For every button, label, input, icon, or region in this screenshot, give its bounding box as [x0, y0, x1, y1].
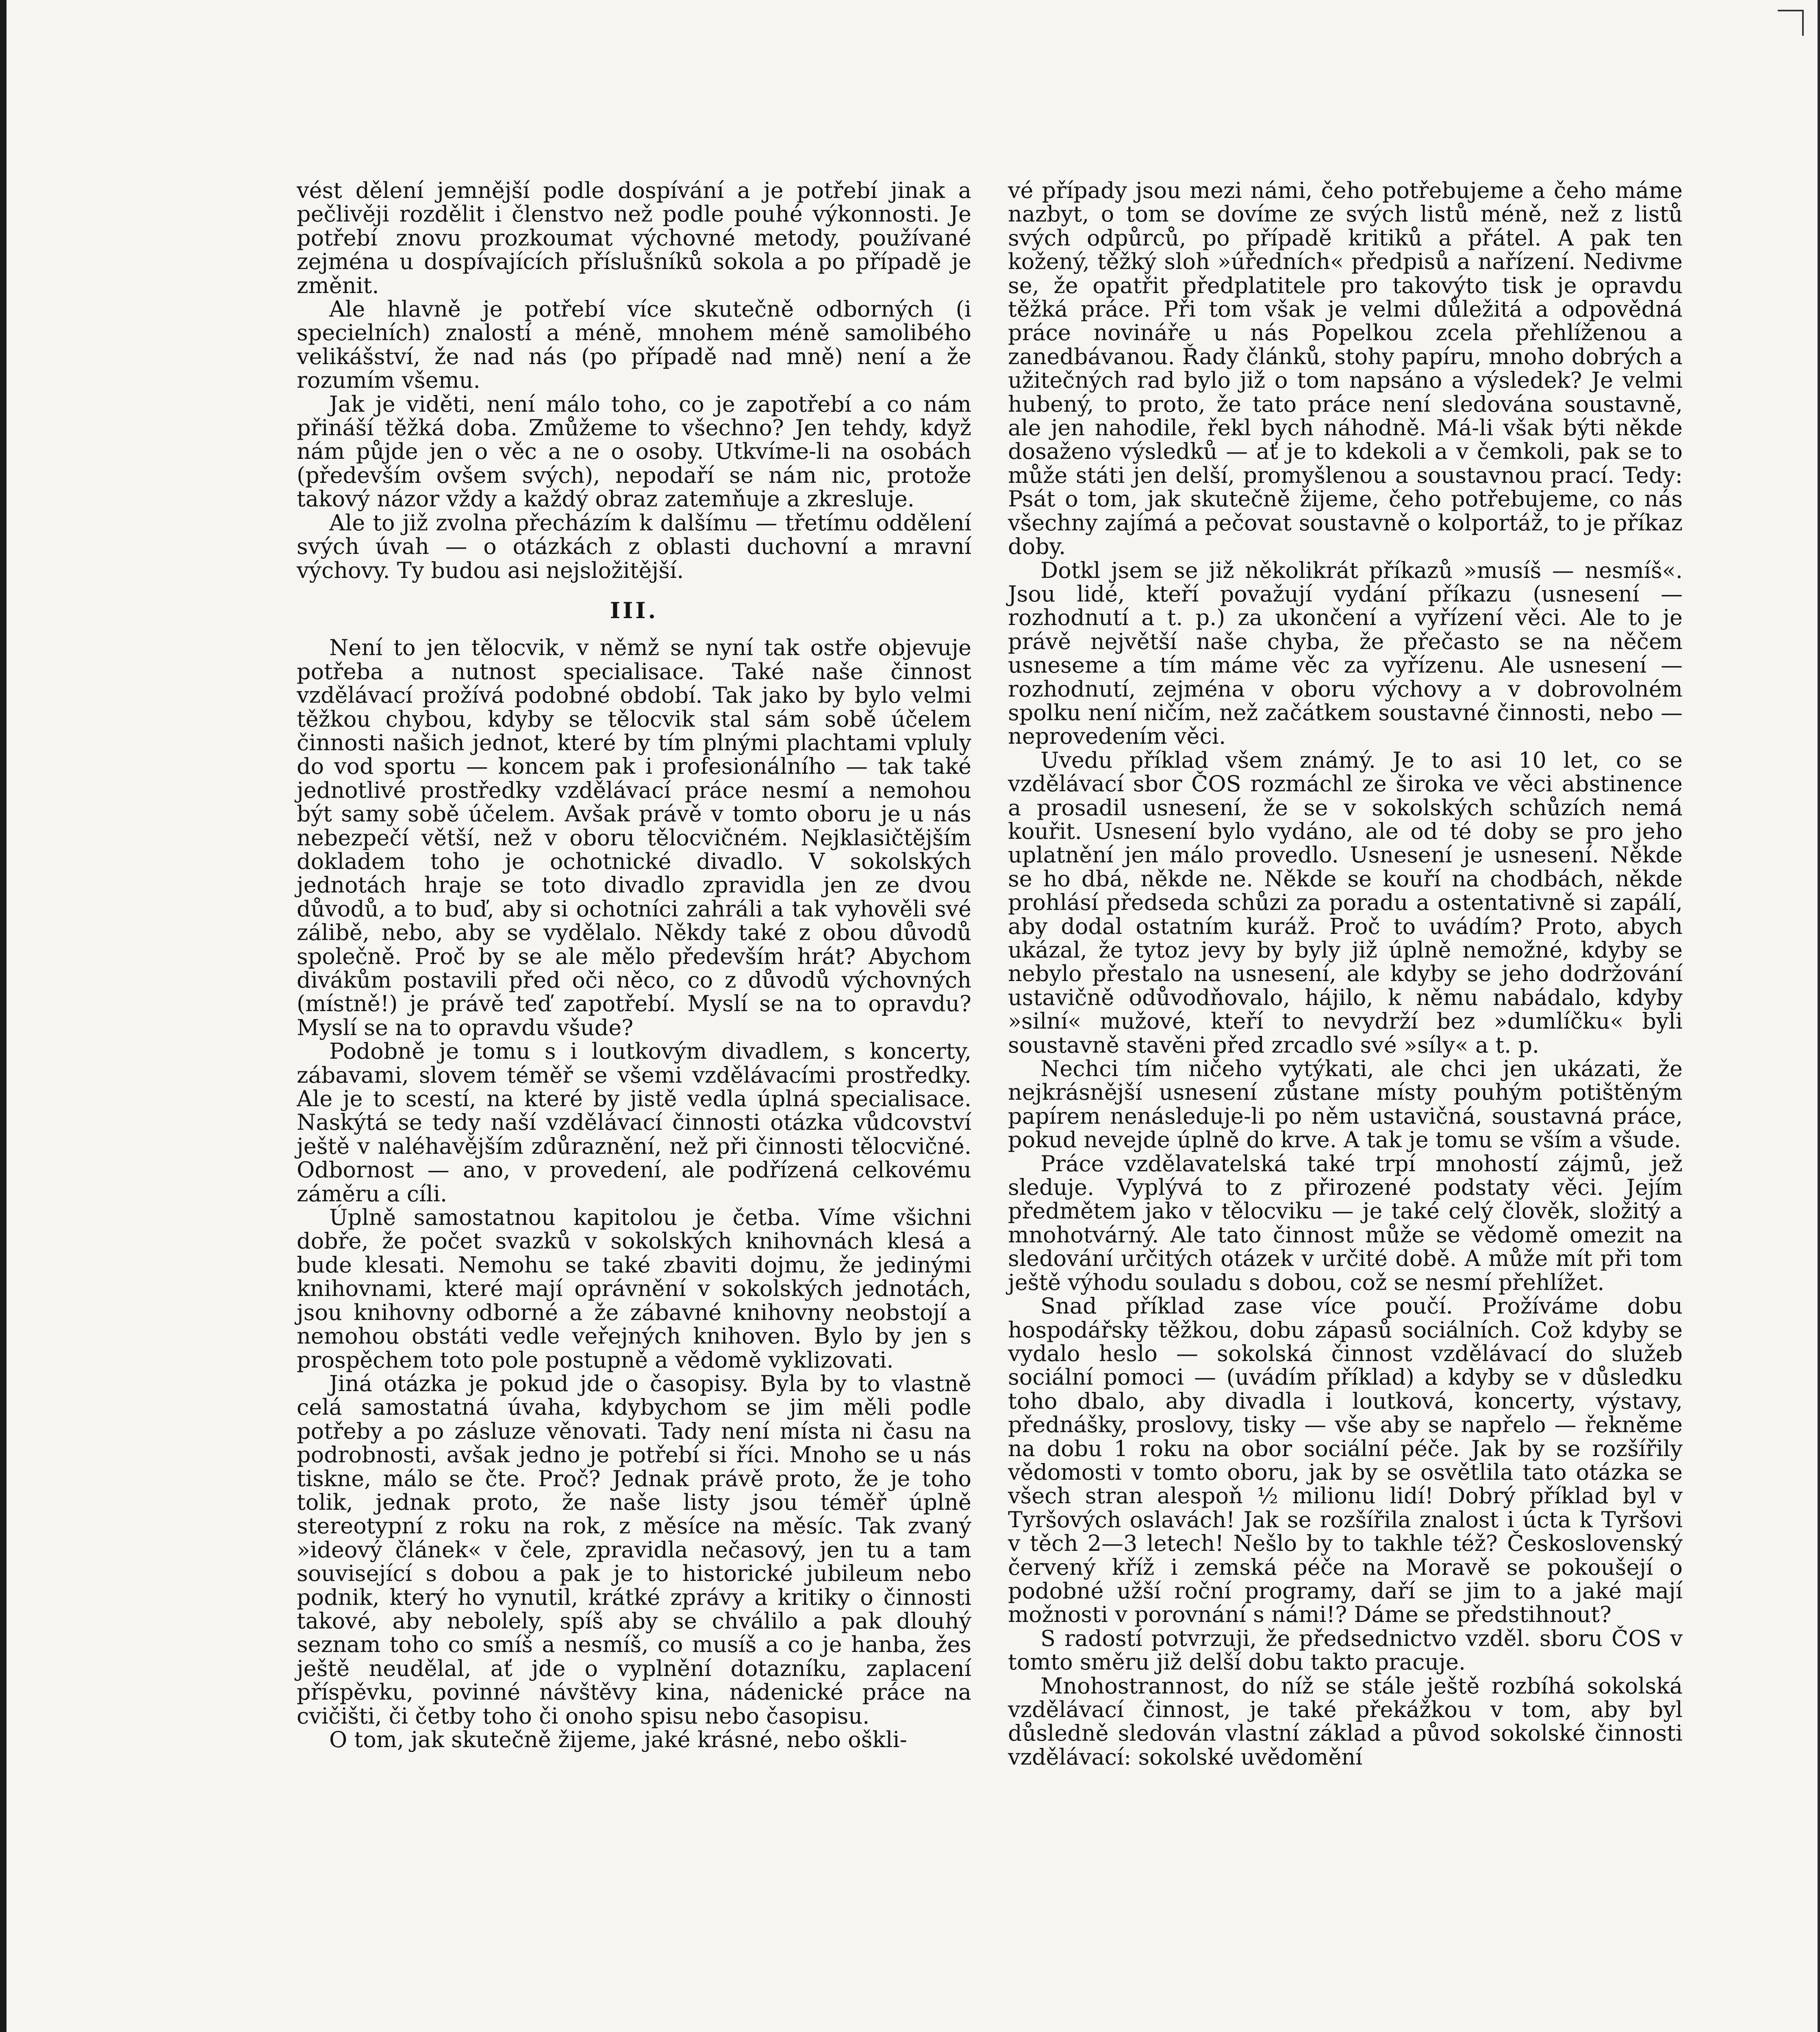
paragraph: O tom, jak skutečně žijeme, jaké krásné, nebo oškli- — [329, 1727, 907, 1752]
paragraph: vé případy jsou mezi námi, čeho potřebujeme a čeho máme nazbyt, o tom se dovíme ze svých listů méně, než z listů svých odpůrců, po případě kritiků a přátel. A pak ten kožený, těžký sloh »úředních« předpisů a nařízení. Nedivme se, že opatřit předplatitele pro takovýto tisk je opravdu těžká práce. Při tom však je velmi důležitá a odpovědná práce novináře u nás Popelkou zcela přehlíženou a zanedbávanou. Řady článků, stohy papíru, mnoho dobrých a užitečných rad bylo již o tom napsáno a výsledek? Je velmi hubený, to proto, že tato práce není sledována soustavně, ale jen nahodile, řekl bych náhodně. Má-li však býti někde dosaženo výsledků — ať je to kdekoli a v čemkoli, pak se to může státi jen delší, promyšlenou a soustavnou prací. Tedy: Psát o tom, jak skutečně žijeme, čeho potřebujeme, co nás všechny zajímá a pečovat soustavně o kolportáž, to je příkaz doby. — [1008, 178, 1683, 560]
paragraph: Snad příklad zase více poučí. Prožíváme dobu hospodářsky těžkou, dobu zápasů sociálních. Což kdyby se vydalo heslo — sokolská činnost vzdělávací do služeb sociální pomoci — (uvádím příklad) a kdyby se v důsledku toho dbalo, aby divadla i loutková, koncerty, výstavy, přednášky, proslovy, tisky — vše aby se napřelo — řekněme na dobu 1 roku na obor sociální péče. Jak by se rozšířily vědomosti v tomto oboru, jak by se osvětlila tato otázka se všech stran alespoň ½ milionu lidí! Dobrý příklad byl v Tyršových oslavách! Jak se rozšířila znalost i úcta k Tyršovi v těch 2—3 letech! Nešlo by to takhle též? Československý červený kříž i zemská péče na Moravě se pokoušejí o podobné užší roční programy, daří se jim to a jaké mají možnosti v porovnání s námi!? Dáme se předstihnout? — [1008, 1293, 1683, 1628]
crop-mark — [1778, 10, 1804, 36]
paragraph: S radostí potvrzuji, že předsednictvo vzděl. sboru ČOS v tomto směru již delší dobu takto pracuje. — [1008, 1625, 1683, 1675]
paragraph: Dotkl jsem se již několikrát příkazů »musíš — nesmíš«. Jsou lidé, kteří považují vydání příkazu (usnesení — rozhodnutí a t. p.) za ukončení a vyřízení věci. Ale to je právě největší naše chyba, že přečasto se na něčem usneseme a tím máme věc za vyřízenu. Ale usnesení — rozhodnutí, zejména v oboru výchovy a v dobrovolném spolku není ničím, než začátkem soustavné činnosti, nebo — neprovedením věci. — [1008, 557, 1683, 749]
paragraph: Ale to již zvolna přecházím k dalšímu — třetímu oddělení svých úvah — o otázkách z oblasti duchovní a mravní výchovy. Ty budou asi nejsložitější. — [297, 510, 971, 583]
left-column — [297, 179, 971, 1752]
paragraph: Ale hlavně je potřebí více skutečně odborných (i specielních) znalostí a méně, mnohem méně samolibého velikášství, že nad nás (po případě nad mně) není a že rozumím všemu. — [297, 296, 971, 393]
paragraph: Nechci tím ničeho vytýkati, ale chci jen ukázati, že nejkrásnější usnesení zůstane místy pouhým potištěným papírem nenásleduje-li po něm ustavičná, soustavná práce, pokud nevejde úplně do krve. A tak je tomu se vším a všude. — [1008, 1056, 1683, 1153]
paragraph: Práce vzdělavatelská také trpí mnohostí zájmů, jež sleduje. Vyplývá to z přirozené podstaty věci. Jejím předmětem jako v tělocviku — je také celý člověk, složitý a mnohotvárný. Ale tato činnost může se vědomě omezit na sledování určitých otázek v určité době. A může mít při tom ještě výhodu souladu s dobou, což se nesmí přehlížet. — [1008, 1151, 1683, 1295]
paragraph: Úplně samostatnou kapitolou je četba. Víme všichni dobře, že počet svazků v sokolských knihovnách klesá a bude klesati. Nemohu se také zbaviti dojmu, že jedinými knihovnami, které mají oprávnění v sokolských jednotách, jsou knihovny odborné a že zábavné knihovny neobstojí a nemohou obstáti vedle veřejných knihoven. Bylo by jen s prospěchem toto pole postupně a vědomě vyklizovati. — [297, 1205, 971, 1373]
paragraph: Není to jen tělocvik, v němž se nyní tak ostře objevuje potřeba a nutnost specialisace. Také naše činnost vzdělávací prožívá podobné období. Tak jako by bylo velmi těžkou chybou, kdyby se tělocvik stal sám sobě účelem činnosti našich jednot, které by tím plnými plachtami vpluly do vod sportu — koncem pak i profesionálního — tak také jednotlivé prostředky vzdělávací práce nesmí a nemohou být samy sobě účelem. Avšak právě v tomto oboru je u nás nebezpečí větší, než v oboru tělocvičném. Nejklasičtějším dokladem toho je ochotnické divadlo. V sokolských jednotách hraje se toto divadlo zpravidla jen ze dvou důvodů, a to buď, aby si ochotníci zahráli a tak vyhověli své zálibě, nebo, aby se vydělalo. Někdy také z obou důvodů společně. Proč by se ale mělo především hrát? Abychom divákům postavili před oči něco, co z důvodů výchovných (místně!) je právě teď zapotřebí. Myslí se na to opravdu? Myslí se na to opravdu všude? — [297, 635, 971, 1040]
paragraph: Jak je viděti, není málo toho, co je zapotřebí a co nám přináší těžká doba. Zmůžeme to všechno? Jen tehdy, když nám půjde jen o věc a ne o osoby. Utkvíme-li na osobách (především ovšem svých), nepodaří se nám nic, protože takový názor vždy a každý obraz zatemňuje a zkresluje. — [297, 391, 971, 512]
scan-edge-right — [1818, 0, 1820, 2032]
paragraph: Uvedu příklad všem známý. Je to asi 10 let, co se vzdělávací sbor ČOS rozmáchl ze široka ve věci abstinence a prosadil usnesení, že se v sokolských schůzích nemá kouřit. Usnesení bylo vydáno, ale od té doby se pro jeho uplatnění jen málo provedlo. Usnesení je usnesení. Někde se ho dbá, někde ne. Někde se kouří na chodbách, někde prohlásí předseda schůzi za poradu a ostentativně si zapálí, aby dodal ostatním kuráž. Proč to uvádím? Proto, abych ukázal, že tytoz jevy by byly již úplně nemožné, kdyby se nebylo přestalo na usnesení, ale kdyby se jeho dodržování ustavičně odůvodňovalo, hájilo, k němu nabádalo, kdyby »silní« mužové, kteří to nevydrží bez »dumlíčku« byli soustavně stavěni před zrcadlo své »síly« a t. p. — [1008, 747, 1683, 1058]
paragraph: Podobně je tomu s i loutkovým divadlem, s koncerty, zábavami, slovem téměř se všemi vzdělávacími prostředky. Ale je to scestí, na které by jistě vedla úplná specialisace. Naskýtá se tedy naší vzdělávací činnosti otázka vůdcovství ještě v naléhavějším zdůraznění, než při činnosti tělocvičné. Odbornost — ano, v provedení, ale podřízená celkovému záměru a cíli. — [297, 1038, 971, 1207]
paragraph: vést dělení jemnější podle dospívání a je potřebí jinak a pečlivěji rozdělit i členstvo než podle pouhé výkonnosti. Je potřebí znovu prozkoumat výchovné metody, používané zejména u dospívajících příslušníků sokola a po případě je změnit. — [297, 178, 971, 298]
section-heading: III. — [610, 597, 658, 623]
paragraph: Jiná otázka je pokud jde o časopisy. Byla by to vlastně celá samostatná úvaha, kdybychom se jim měli podle potřeby a po zásluze věnovati. Tady není místa ni času na podrobnosti, avšak jedno je potřebí si říci. Mnoho se u nás tiskne, málo se čte. Proč? Jednak právě proto, že je toho tolik, jednak proto, že naše listy jsou téměř úplně stereotypní z roku na rok, z měsíce na měsíc. Tak zvaný »ideový článek« v čele, zpravidla nečasový, jen tu a tam související s dobou a pak je to historické jubileum nebo podnik, který ho vynutil, krátké zprávy a kritiky o činnosti takové, aby nebolely, spíš aby se chválilo a pak dlouhý seznam toho co smíš a nesmíš, co musíš a co je hanba, žes ještě neudělal, ať jde o vyplnění dotazníku, zaplacení příspěvku, povinné návštěvy kina, nádenické práce na cvičišti, či četby toho či onoho spisu nebo časopisu. — [297, 1370, 971, 1729]
right-column — [1008, 179, 1683, 1769]
paragraph: Mnohostrannost, do níž se stále ještě rozbíhá sokolská vzdělávací činnost, je také překážkou v tom, aby byl důsledně sledován vlastní základ a původ sokolské činnosti vzdělávací: sokolské uvědomění — [1008, 1673, 1683, 1770]
scan-edge-left — [0, 0, 7, 2032]
